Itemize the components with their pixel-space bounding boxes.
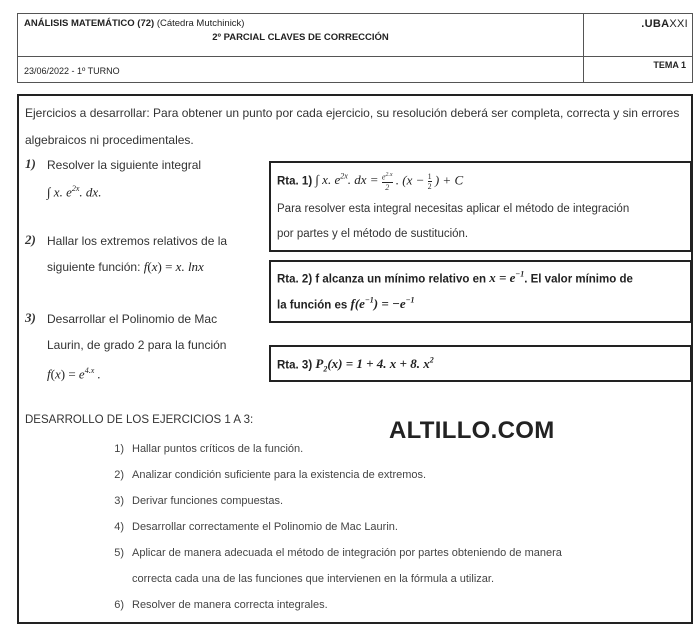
exam-tema: TEMA 1: [653, 60, 686, 70]
header-divider-horizontal: [18, 56, 692, 57]
exercise-statement-2: siguiente función: f(x) = x. lnx: [47, 259, 204, 274]
exercise-number: 3): [25, 310, 36, 325]
altillo-watermark: ALTILLO.COM: [389, 417, 555, 444]
answer-1-note: Para resolver esta integral necesitas aplicar el método de integración: [277, 203, 630, 215]
instructions-text: Ejercicios a desarrollar: Para obtener un punto por cada ejercicio, su resolución deberá ser completa, correcta y sin errores algebraicos ni procedimentales.: [25, 106, 680, 147]
exercise-statement: Resolver la siguiente integral: [47, 158, 202, 172]
header-divider-vertical: [583, 14, 584, 82]
answer-2-line-1: Rta. 2) f alcanza un mínimo relativo en $x = e^{-1}$. El valor mínimo de: [277, 270, 633, 286]
uba-xxi-logo: .UBAXXI: [641, 18, 688, 30]
course-name: ANÁLISIS MATEMÁTICO (72): [24, 18, 155, 29]
answer-2-line-2: la función es $f(e^{-1}) = -e^{-1}$: [277, 296, 415, 312]
answer-3-formula: Rta. 3) $P_2(x) = 1 + 4$. x + 8. $x^2$: [277, 356, 434, 374]
exam-header: [17, 13, 693, 83]
answer-3-box: [269, 345, 692, 382]
course-title: [24, 18, 244, 29]
development-title: DESARROLLO DE LOS EJERCICIOS 1 A 3:: [25, 414, 254, 426]
exercise-number: 2): [25, 232, 36, 247]
answer-1-box: [269, 161, 692, 252]
exercise-statement-2: Laurin, de grado 2 para la función: [47, 338, 227, 352]
exam-title: 2º PARCIAL CLAVES DE CORRECCIÓN: [212, 32, 389, 43]
answer-2-box: [269, 260, 692, 323]
function-expression: $f(x) = e^{4.x}$ .: [47, 366, 101, 382]
exercise-statement: Desarrollar el Polinomio de Mac: [47, 312, 218, 326]
answer-1-note-2: por partes y el método de sustitución.: [277, 228, 469, 240]
exercises-box: Ejercicios a desarrollar: Para obtener un punto por cada ejercicio, su resolución deberá ser completa, correcta y sin errores algebraicos ni procedimentales. 1) Resolver la siguiente integral ∫ x. $e^{2x}$. dx. 2) Hallar los extremos relativos de la siguiente función: f(x) = x. lnx 3) Desarrollar el Polinomio de Mac Laurin, de grado 2 para la función $f(x) = e^{4.x}$ . Rta. 1) ∫ x. $e^{2x}$. dx = $\frac{e^{2.x}}{2}$ . (x − $\frac{1}{2}$ ) + C Para resolver esta integral necesitas aplicar el método de integración por partes y el método de sustitución. Rta. 2) f alcanza un mínimo relativo en $x = e^{-1}$. El valor mínimo de la función es $f(e^{-1}) = -e^{-1}$ Rta. 3) $P_2(x) = 1 + 4$. x + 8. $x^2$ DESARROLLO DE LOS EJERCICIOS 1 A 3: ALTILLO.COM 1) Hallar puntos críticos de la función. 2) Analizar condición suficiente para la existencia de extremos. 3) Derivar funciones compuestas. 4) Desarrollar correctamente el Polinomio de Mac Laurin. 5) Aplicar de manera adecuada el método de integración por partes obteniendo de manera correcta cada una de las funciones que intervienen en la fórmula a utilizar. 6) Resolver de manera correcta integrales.: [17, 94, 693, 624]
course-chair: (Cátedra Mutchinick): [156, 18, 245, 29]
exercise-number: 1): [25, 156, 36, 171]
exercise-statement: Hallar los extremos relativos de la: [47, 234, 228, 248]
integral-expression: ∫ x. $e^{2x}$. dx.: [47, 184, 102, 200]
exam-date: 23/06/2022 - 1º TURNO: [24, 66, 120, 76]
answer-1-formula: Rta. 1) ∫ x. $e^{2x}$. dx = $\frac{e^{2.x}}{2}$ . (x − $\frac{1}{2}$ ) + C: [277, 171, 464, 192]
